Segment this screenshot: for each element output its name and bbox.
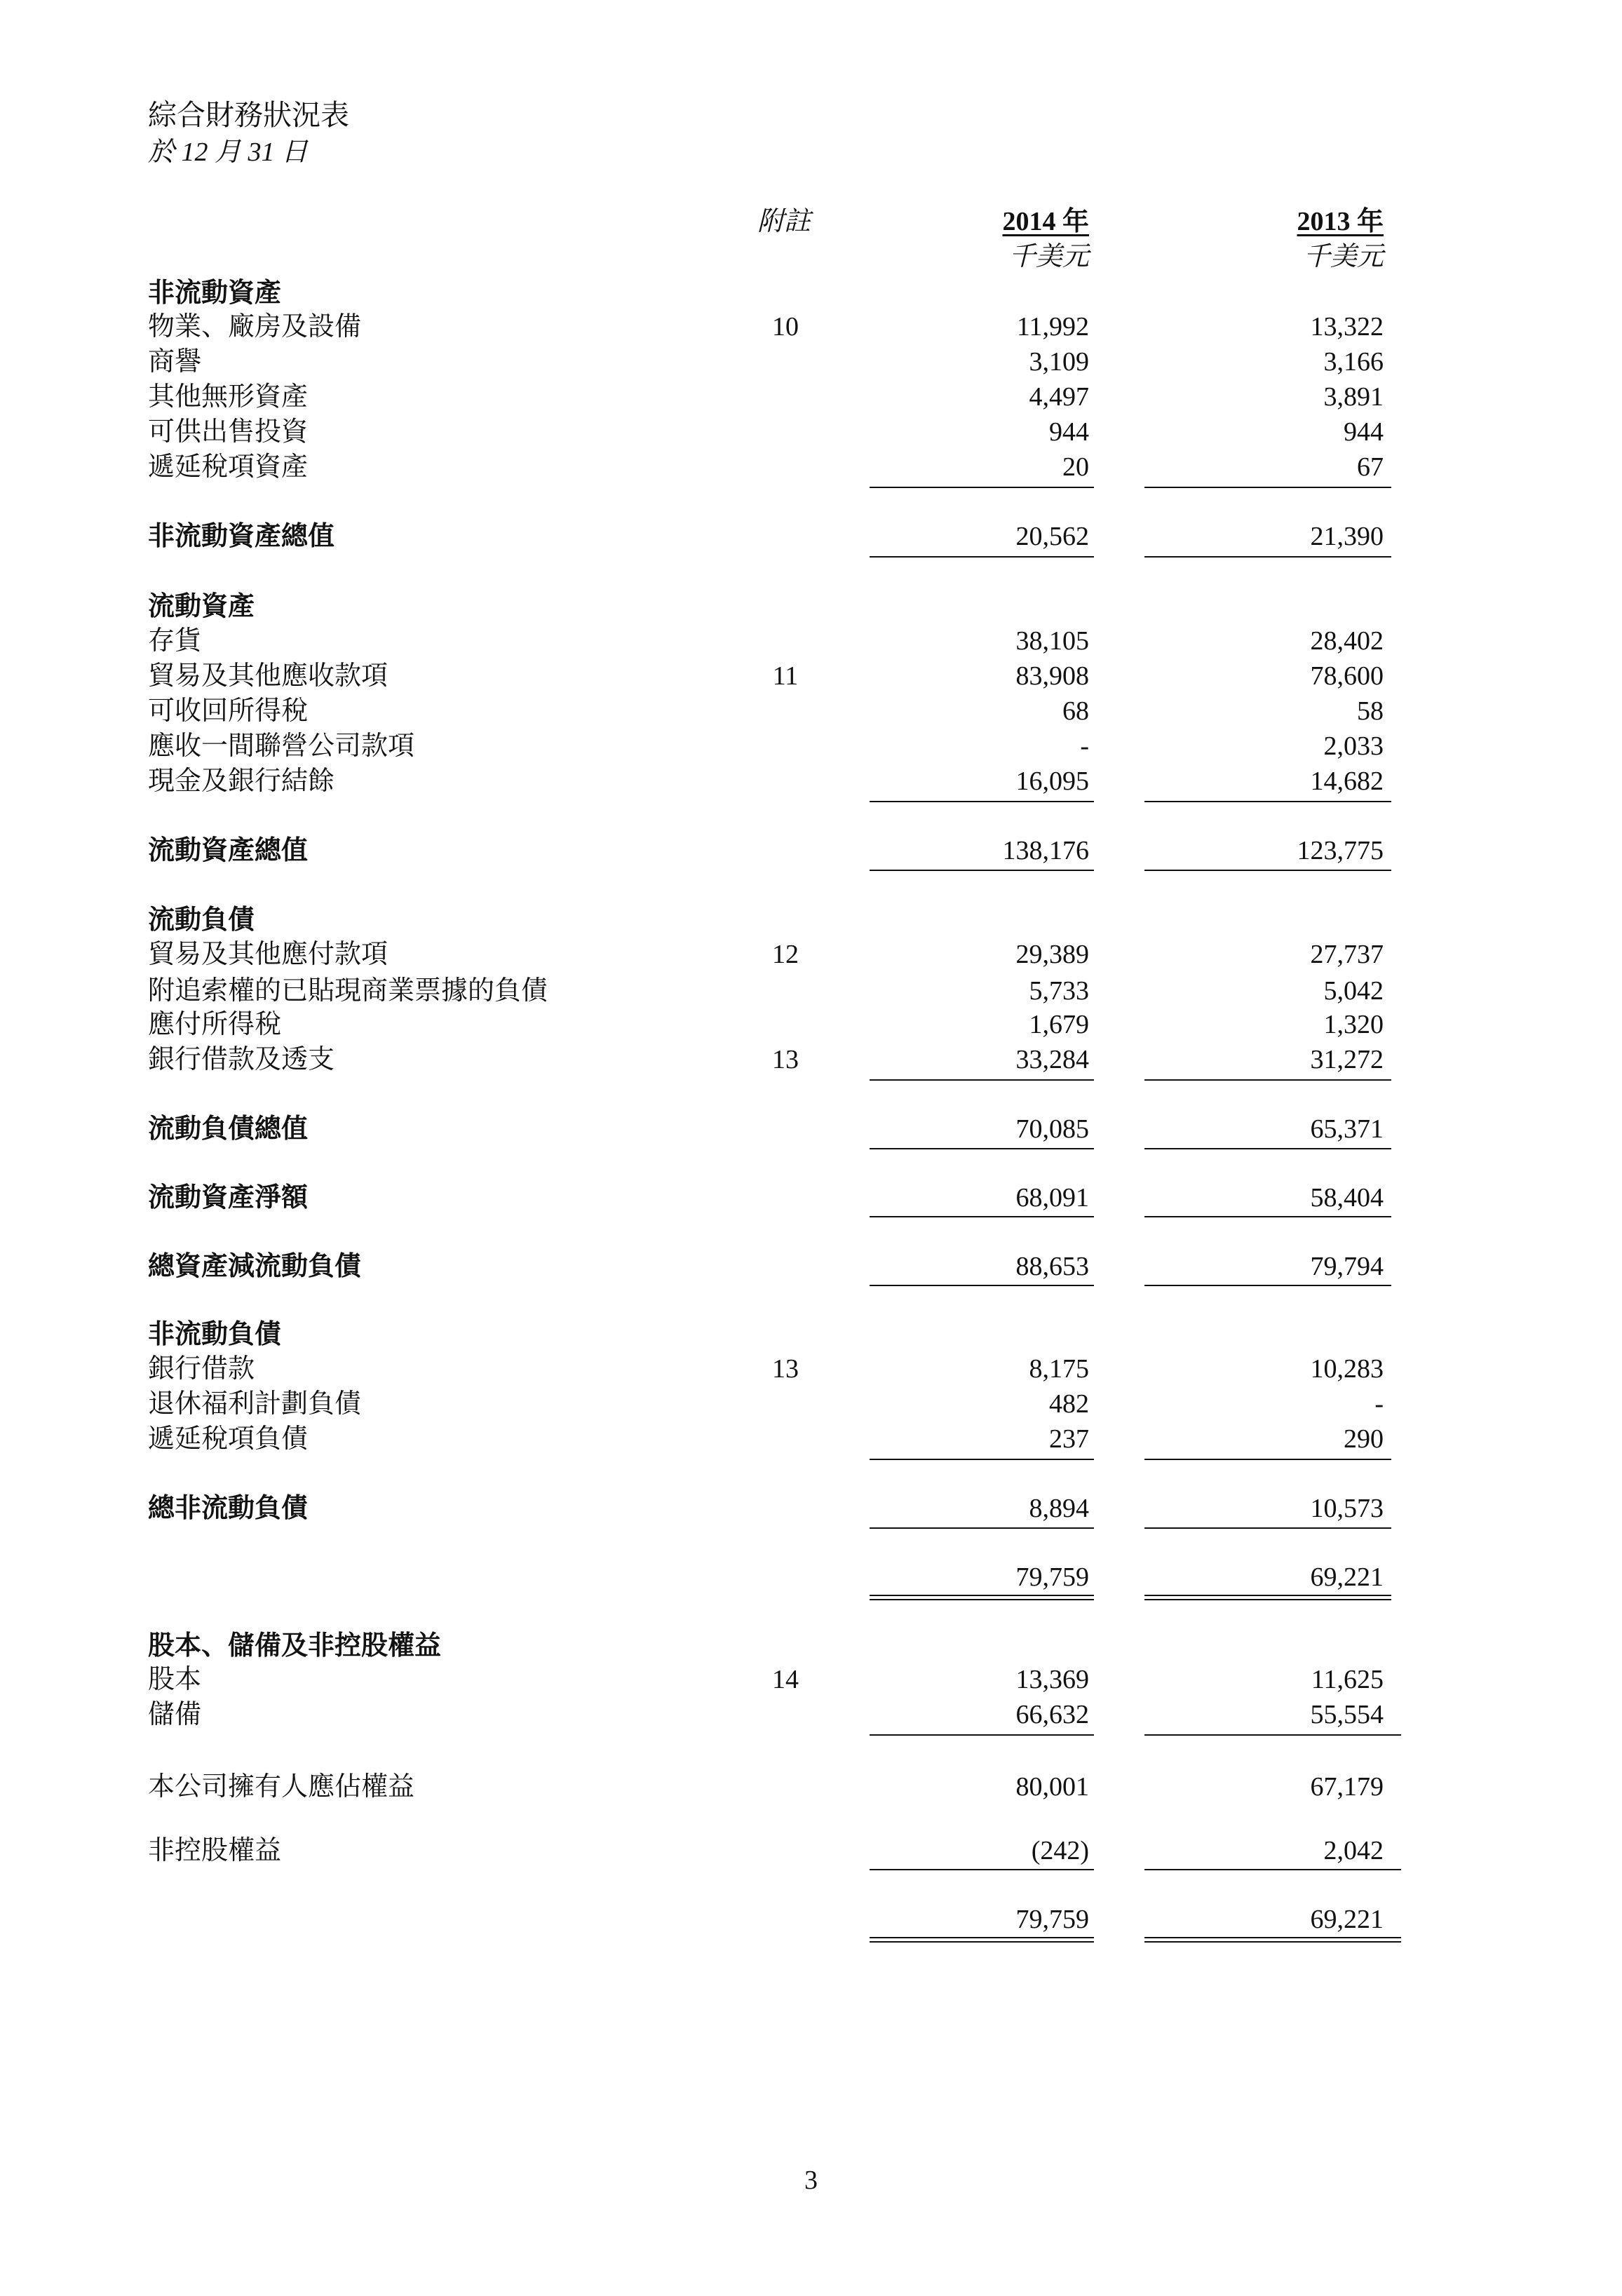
total-rule xyxy=(1144,556,1391,558)
value-2013: 2,042 xyxy=(1323,1836,1384,1865)
total-row xyxy=(0,1180,1622,1215)
value-2013: 79,794 xyxy=(1310,1252,1384,1281)
table-row xyxy=(0,344,1622,379)
value-2014: 944 xyxy=(1049,417,1089,447)
value-2014: (242) xyxy=(1031,1836,1089,1865)
value-2013: 14,682 xyxy=(1310,767,1384,796)
row-note: 11 xyxy=(772,661,799,691)
value-2014: 482 xyxy=(1049,1389,1089,1419)
subtotal-rule xyxy=(1144,1734,1401,1736)
value-2013: 3,891 xyxy=(1323,382,1384,412)
row-label: 流動負債 xyxy=(148,905,255,935)
value-2014: 4,497 xyxy=(1029,382,1089,412)
value-2013: 58,404 xyxy=(1310,1183,1384,1213)
value-2014: 79,759 xyxy=(1015,1905,1089,1934)
row-label: 商譽 xyxy=(148,347,202,377)
section-heading-current-liabilities xyxy=(0,903,1622,938)
double-rule xyxy=(870,1937,1094,1943)
total-equity-row xyxy=(0,1902,1622,1937)
value-2014: 13,369 xyxy=(1015,1665,1089,1694)
total-row xyxy=(0,833,1622,868)
value-2014: 3,109 xyxy=(1029,347,1089,377)
subtotal-rule xyxy=(1144,1079,1391,1081)
total-row xyxy=(0,1491,1622,1526)
unit-2014-header: 千美元 xyxy=(1008,242,1089,271)
total-rule xyxy=(1144,1285,1391,1286)
total-rule xyxy=(1144,1148,1391,1149)
subtotal-rule xyxy=(870,1079,1094,1081)
value-2013: 69,221 xyxy=(1310,1905,1384,1934)
table-row xyxy=(0,1833,1622,1868)
value-2013: 10,573 xyxy=(1310,1494,1384,1523)
subtotal-rule xyxy=(1144,487,1391,488)
value-2013: 78,600 xyxy=(1310,661,1384,691)
row-label: 銀行借款及透支 xyxy=(148,1045,335,1074)
value-2014: - xyxy=(1080,731,1089,761)
value-2013: 65,371 xyxy=(1310,1114,1384,1144)
value-2013: 69,221 xyxy=(1310,1562,1384,1592)
table-row xyxy=(0,1697,1622,1732)
value-2014: 83,908 xyxy=(1015,661,1089,691)
table-row xyxy=(0,1769,1622,1804)
page-subtitle: 於 12 月 31 日 xyxy=(148,137,309,167)
value-2014: 5,733 xyxy=(1029,976,1089,1006)
row-label: 其他無形資產 xyxy=(148,382,309,412)
double-rule xyxy=(870,1595,1094,1600)
value-2014: 8,894 xyxy=(1029,1494,1089,1523)
row-note: 10 xyxy=(772,312,799,342)
total-rule xyxy=(1144,1527,1391,1529)
value-2013: 58 xyxy=(1357,696,1384,726)
value-2013: 67,179 xyxy=(1310,1772,1384,1802)
row-label: 現金及銀行結餘 xyxy=(148,767,335,796)
table-row xyxy=(0,1662,1622,1697)
year-2013-header: 2013 年 xyxy=(1297,207,1384,236)
subtotal-rule xyxy=(870,801,1094,802)
value-2013: 944 xyxy=(1344,417,1384,447)
table-row xyxy=(0,450,1622,485)
value-2014: 29,389 xyxy=(1015,940,1089,969)
value-2014: 11,992 xyxy=(1016,312,1089,342)
subtotal-rule xyxy=(870,1869,1094,1870)
value-2014: 33,284 xyxy=(1015,1045,1089,1074)
row-label: 流動資產淨額 xyxy=(148,1183,309,1213)
subtotal-rule xyxy=(1144,1459,1391,1460)
value-2014: 68,091 xyxy=(1015,1183,1089,1213)
row-label: 應付所得稅 xyxy=(148,1010,282,1039)
table-row xyxy=(0,659,1622,694)
value-2014: 1,679 xyxy=(1029,1010,1089,1039)
value-2014: 70,085 xyxy=(1015,1114,1089,1144)
total-rule xyxy=(1144,1216,1391,1217)
row-label: 股本 xyxy=(148,1665,202,1694)
row-label: 流動資產總值 xyxy=(148,836,309,865)
value-2014: 80,001 xyxy=(1015,1772,1089,1802)
total-rule xyxy=(870,1216,1094,1217)
row-label: 非流動資產 xyxy=(148,278,282,308)
row-label: 總資產減流動負債 xyxy=(148,1252,362,1281)
section-heading-current-assets xyxy=(0,589,1622,624)
value-2013: 123,775 xyxy=(1297,836,1384,865)
table-row xyxy=(0,1386,1622,1422)
table-row xyxy=(0,1422,1622,1457)
total-rule xyxy=(870,1285,1094,1286)
row-note: 13 xyxy=(772,1354,799,1384)
value-2013: - xyxy=(1374,1389,1384,1419)
section-heading-equity xyxy=(0,1628,1622,1663)
total-rule xyxy=(870,556,1094,558)
value-2014: 79,759 xyxy=(1015,1562,1089,1592)
value-2014: 88,653 xyxy=(1015,1252,1089,1281)
row-label: 本公司擁有人應佔權益 xyxy=(148,1772,415,1802)
value-2014: 68 xyxy=(1062,696,1089,726)
table-row xyxy=(0,379,1622,414)
table-row xyxy=(0,1351,1622,1386)
value-2014: 237 xyxy=(1049,1424,1089,1454)
value-2013: 1,320 xyxy=(1323,1010,1384,1039)
value-2013: 67 xyxy=(1357,452,1384,482)
table-row xyxy=(0,1007,1622,1042)
value-2014: 16,095 xyxy=(1015,767,1089,796)
value-2013: 11,625 xyxy=(1311,1665,1384,1694)
value-2013: 27,737 xyxy=(1310,940,1384,969)
value-2014: 138,176 xyxy=(1002,836,1089,865)
unit-2013-header: 千美元 xyxy=(1303,242,1384,271)
table-row xyxy=(0,623,1622,659)
value-2014: 38,105 xyxy=(1015,626,1089,656)
value-2014: 8,175 xyxy=(1029,1354,1089,1384)
table-row xyxy=(0,1042,1622,1077)
row-label: 應收一間聯營公司款項 xyxy=(148,731,415,761)
table-row xyxy=(0,937,1622,972)
row-label: 存貨 xyxy=(148,626,202,656)
value-2013: 55,554 xyxy=(1310,1700,1384,1729)
row-label: 流動負債總值 xyxy=(148,1114,309,1144)
row-label: 非流動負債 xyxy=(148,1320,282,1349)
row-label: 退休福利計劃負債 xyxy=(148,1389,362,1419)
total-rule xyxy=(870,1148,1094,1149)
row-label: 貿易及其他應收款項 xyxy=(148,661,388,691)
table-row xyxy=(0,764,1622,799)
year-2014-header: 2014 年 xyxy=(1002,207,1089,236)
subtotal-rule xyxy=(870,1459,1094,1460)
subtotal-rule xyxy=(870,1734,1094,1736)
subtotal-rule xyxy=(1144,1869,1401,1870)
table-row xyxy=(0,309,1622,344)
total-row xyxy=(0,1249,1622,1284)
value-2013: 3,166 xyxy=(1323,347,1384,377)
double-rule xyxy=(1144,1937,1401,1943)
row-label: 物業、廠房及設備 xyxy=(148,312,362,342)
row-label: 總非流動負債 xyxy=(148,1494,309,1523)
row-note: 13 xyxy=(772,1045,799,1074)
total-rule xyxy=(870,1527,1094,1529)
row-label: 遞延稅項負債 xyxy=(148,1424,309,1454)
row-label: 股本、儲備及非控股權益 xyxy=(148,1631,442,1661)
total-row xyxy=(0,1112,1622,1147)
section-heading-non-current-assets xyxy=(0,276,1622,311)
row-label: 儲備 xyxy=(148,1700,202,1729)
row-note: 14 xyxy=(772,1665,799,1694)
value-2014: 20,562 xyxy=(1015,522,1089,551)
subtotal-rule xyxy=(870,487,1094,488)
row-label: 遞延稅項資產 xyxy=(148,452,309,482)
row-label: 附追索權的已貼現商業票據的負債 xyxy=(148,976,548,1006)
table-row xyxy=(0,414,1622,450)
value-2013: 13,322 xyxy=(1310,312,1384,342)
table-row xyxy=(0,694,1622,729)
double-rule xyxy=(1144,1595,1391,1600)
value-2013: 2,033 xyxy=(1323,731,1384,761)
total-row xyxy=(0,519,1622,554)
total-rule xyxy=(870,870,1094,871)
row-label: 流動資產 xyxy=(148,592,255,621)
value-2013: 5,042 xyxy=(1323,976,1384,1006)
table-row xyxy=(0,729,1622,764)
section-heading-non-current-liabilities xyxy=(0,1317,1622,1352)
row-label: 可收回所得稅 xyxy=(148,696,309,726)
table-row xyxy=(0,973,1622,1008)
subtotal-rule xyxy=(1144,801,1391,802)
row-label: 非控股權益 xyxy=(148,1836,282,1865)
value-2013: 28,402 xyxy=(1310,626,1384,656)
row-label: 非流動資產總值 xyxy=(148,522,335,551)
row-note: 12 xyxy=(772,940,799,969)
value-2013: 21,390 xyxy=(1310,522,1384,551)
value-2013: 10,283 xyxy=(1310,1354,1384,1384)
value-2013: 31,272 xyxy=(1310,1045,1384,1074)
page-title: 綜合財務狀況表 xyxy=(148,99,349,131)
value-2014: 66,632 xyxy=(1015,1700,1089,1729)
value-2014: 20 xyxy=(1062,452,1089,482)
net-assets-row xyxy=(0,1560,1622,1595)
note-column-header: 附註 xyxy=(757,207,811,236)
row-label: 可供出售投資 xyxy=(148,417,309,447)
page-number: 3 xyxy=(804,2166,818,2195)
row-label: 銀行借款 xyxy=(148,1354,255,1384)
value-2013: 290 xyxy=(1344,1424,1384,1454)
row-label: 貿易及其他應付款項 xyxy=(148,940,388,969)
total-rule xyxy=(1144,870,1391,871)
